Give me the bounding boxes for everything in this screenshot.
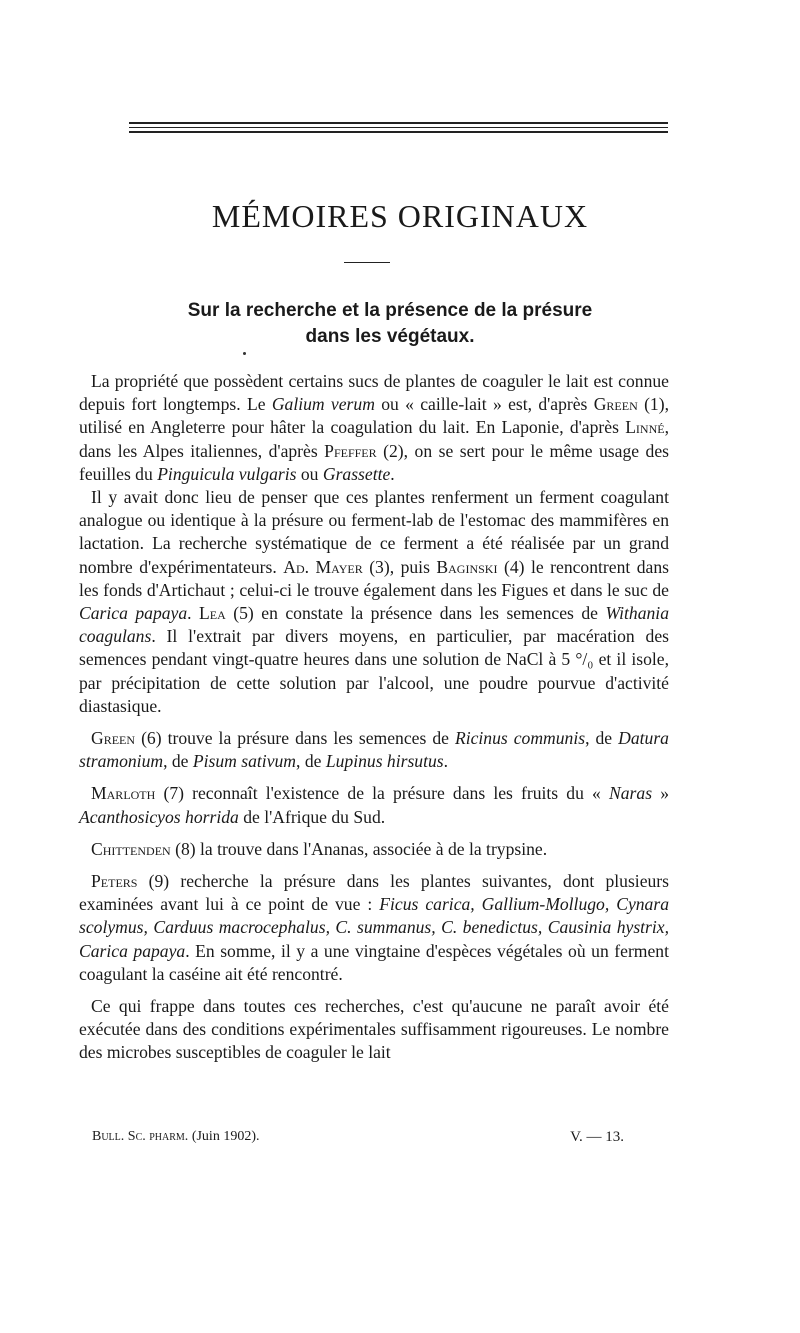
text: (6) trouve la présure dans les semences de: [135, 728, 455, 749]
text: , de: [296, 751, 326, 772]
journal-reference: [92, 1129, 259, 1146]
text: (2), on se sert pour le même usage des feuilles du: [79, 440, 669, 484]
text: . En somme, il y a une vingtaine d'espèces végétales où un ferment coagulant la caséine ait été rencontré.: [79, 940, 669, 984]
paragraph-3: [79, 727, 669, 773]
text: .: [443, 751, 449, 772]
species-name: Pinguicula vulgaris: [157, 463, 297, 484]
top-rule: [129, 127, 668, 128]
author-name: Baginski: [436, 556, 498, 577]
paragraph-7: Ce qui frappe dans toutes ces recherches, c'est qu'aucune ne paraît avoir été exécutée dans des conditions expérimentales suffisamment rigoureuses. Le nombre des microbes susceptibles de coaguler le lait: [79, 996, 669, 1063]
species-name: Withania coagulans: [79, 603, 669, 647]
author-name: Chittenden: [91, 838, 171, 859]
text: (3), puis: [362, 556, 437, 577]
top-rule: [129, 122, 668, 124]
species-name: Carica papaya: [79, 603, 188, 624]
article-title-line: Sur la recherche et la présence de la présure: [187, 300, 593, 321]
text: .: [187, 603, 200, 624]
printing-mark: [243, 352, 246, 355]
species-name: Grassette: [322, 463, 391, 484]
page-footer: [92, 1129, 624, 1146]
text: (4) le rencontrent dans les fonds d'Artichaut ; celui-ci le trouve également dans les Figues et dans le suc de: [79, 556, 669, 600]
species-name: Acanthosicyos horrida: [79, 806, 239, 827]
paragraph-2: [79, 486, 669, 718]
text: ou: [296, 463, 323, 484]
text: . Il l'extrait par divers moyens, en particulier, par macération des semences pendant vingt-quatre heures dans une solution de NaCl à 5 °/₀ et il isole, par précipitation de cette solution par l'alcool, une poudre pourvue d'activité diastasique.: [79, 626, 669, 716]
text: (1), utilisé en Angleterre pour hâter la coagulation du lait. En Laponie, d'après: [79, 394, 669, 438]
species-name: Pisum sativum: [192, 751, 297, 772]
author-name: Peters: [91, 871, 138, 892]
species-name: Datura stramonium: [79, 728, 669, 772]
author-name: Marloth: [91, 783, 156, 804]
text: , de: [163, 751, 193, 772]
top-rule: [129, 131, 668, 133]
article-title: [120, 298, 660, 350]
paragraph-6: [79, 870, 669, 986]
text: (5) en constate la présence dans les semences de: [225, 603, 606, 624]
divider: [344, 262, 390, 263]
author-name: Ad. Mayer: [283, 556, 363, 577]
text: »: [652, 783, 669, 804]
article-title-line: dans les végétaux.: [305, 326, 475, 347]
article-body: [79, 370, 669, 1065]
species-name: Galium verum: [271, 394, 375, 415]
section-title: MÉMOIRES ORIGINAUX: [211, 198, 589, 234]
paragraph-5: [79, 838, 669, 861]
text: (7) reconnaît l'existence de la présure dans les fruits du «: [155, 783, 610, 804]
species-list: Ficus carica, Gallium-Mollugo, Cynara scolymus, Carduus macrocephalus, C. summanus, C. benedictus, Causinia hystrix, Carica papaya: [79, 894, 669, 961]
text: .: [390, 463, 395, 484]
signature-mark: V. — 13.: [570, 1129, 624, 1145]
issue-date: (Juin 1902).: [191, 1129, 260, 1144]
text: de l'Afrique du Sud.: [238, 806, 386, 827]
author-name: Green: [91, 728, 136, 749]
text: La propriété que possèdent certains sucs de plantes de coaguler le lait est connue depuis fort longtemps. Le: [79, 371, 669, 415]
text: (9) recherche la présure dans les plantes suivantes, dont plusieurs examinées avant lui à ce point de vue :: [79, 871, 669, 915]
paragraph-4: [79, 782, 669, 828]
author-name: Linné: [625, 417, 665, 438]
text: (8) la trouve dans l'Ananas, associée à de la trypsine.: [170, 838, 548, 859]
species-name: Lupinus hirsutus: [325, 751, 444, 772]
text: ou « caille-lait » est, d'après: [374, 394, 594, 415]
author-name: Pfeffer: [324, 440, 377, 461]
species-name: Ricinus communis: [454, 728, 586, 749]
paragraph-1: [79, 370, 669, 486]
text: , de: [585, 728, 619, 749]
author-name: Lea: [199, 603, 226, 624]
species-name: Naras: [609, 783, 653, 804]
text: Il y avait donc lieu de penser que ces plantes renferment un ferment coagulant analogue ou identique à la présure ou ferment-lab de l'estomac des mammifères en lactation. La recherche systématique de ce ferment a été réalisée par un grand nombre d'expérimentateurs.: [79, 487, 669, 577]
text: , dans les Alpes italiennes, d'après: [79, 417, 669, 461]
journal-name: Bull. Sc. pharm.: [92, 1129, 189, 1144]
author-name: Green: [593, 394, 638, 415]
